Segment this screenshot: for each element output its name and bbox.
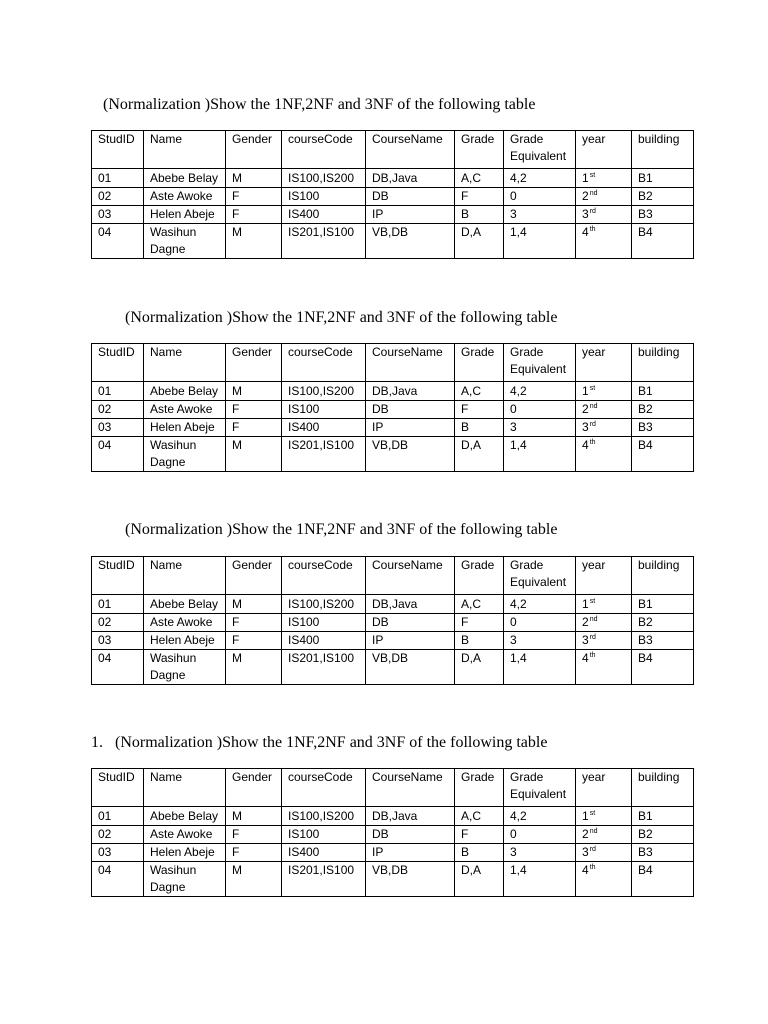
year-ordinal-suffix: rd xyxy=(589,421,596,428)
cell-studid: 03 xyxy=(92,632,144,650)
year-ordinal-suffix: th xyxy=(589,439,596,446)
cell-year xyxy=(576,401,632,419)
column-header: courseCode xyxy=(282,557,366,595)
cell-studid: 01 xyxy=(92,169,144,188)
cell-course-code: IS201,IS100 xyxy=(282,224,366,259)
cell-grade: B xyxy=(455,632,504,650)
cell-year xyxy=(576,844,632,862)
cell-studid: 04 xyxy=(92,650,144,685)
column-header: courseCode xyxy=(282,344,366,382)
cell-studid: 02 xyxy=(92,401,144,419)
cell-studid: 03 xyxy=(92,844,144,862)
cell-course-name: DB,Java xyxy=(366,595,455,614)
column-header: Gender xyxy=(226,131,282,169)
cell-name: Aste Awoke xyxy=(144,401,226,419)
cell-building: B3 xyxy=(632,206,694,224)
cell-year xyxy=(576,614,632,632)
column-header: year xyxy=(576,344,632,382)
year-ordinal-suffix: nd xyxy=(589,828,598,835)
year-number: 2 xyxy=(582,615,589,629)
column-header: building xyxy=(632,344,694,382)
cell-course-code: IS100,IS200 xyxy=(282,169,366,188)
cell-grade-equivalent: 4,2 xyxy=(504,595,576,614)
cell-year xyxy=(576,169,632,188)
year-number: 4 xyxy=(582,225,589,239)
year-number: 2 xyxy=(582,402,589,416)
header-row xyxy=(92,557,694,595)
column-header: CourseName xyxy=(366,557,455,595)
column-header: year xyxy=(576,557,632,595)
section-number: 1. xyxy=(91,734,103,751)
cell-studid: 03 xyxy=(92,206,144,224)
column-header: StudID xyxy=(92,344,144,382)
column-header: building xyxy=(632,557,694,595)
header-row xyxy=(92,769,694,807)
cell-course-name: VB,DB xyxy=(366,437,455,472)
cell-gender: M xyxy=(226,382,282,401)
cell-course-code: IS100,IS200 xyxy=(282,807,366,826)
cell-course-name: VB,DB xyxy=(366,224,455,259)
cell-course-code: IS100 xyxy=(282,826,366,844)
column-header: Grade xyxy=(455,344,504,382)
table-row xyxy=(92,169,694,188)
year-number: 1 xyxy=(582,171,589,185)
cell-name: Abebe Belay xyxy=(144,169,226,188)
cell-grade: F xyxy=(455,401,504,419)
cell-year xyxy=(576,188,632,206)
cell-course-name: IP xyxy=(366,844,455,862)
cell-grade-equivalent: 0 xyxy=(504,826,576,844)
cell-name: Wasihun Dagne xyxy=(144,437,226,472)
cell-grade: A,C xyxy=(455,169,504,188)
cell-studid: 01 xyxy=(92,382,144,401)
cell-course-code: IS201,IS100 xyxy=(282,862,366,897)
cell-course-name: DB xyxy=(366,188,455,206)
cell-studid: 03 xyxy=(92,419,144,437)
cell-gender: F xyxy=(226,826,282,844)
year-number: 3 xyxy=(582,845,589,859)
column-header: Grade Equivalent xyxy=(504,557,576,595)
cell-grade-equivalent: 4,2 xyxy=(504,382,576,401)
cell-name: Aste Awoke xyxy=(144,188,226,206)
cell-course-code: IS400 xyxy=(282,844,366,862)
cell-grade-equivalent: 3 xyxy=(504,632,576,650)
cell-year xyxy=(576,807,632,826)
year-number: 3 xyxy=(582,633,589,647)
cell-grade: B xyxy=(455,206,504,224)
cell-grade-equivalent: 1,4 xyxy=(504,437,576,472)
column-header: courseCode xyxy=(282,769,366,807)
cell-gender: M xyxy=(226,437,282,472)
cell-grade-equivalent: 1,4 xyxy=(504,650,576,685)
cell-year xyxy=(576,419,632,437)
year-ordinal-suffix: st xyxy=(589,598,596,605)
year-number: 3 xyxy=(582,207,589,221)
year-number: 1 xyxy=(582,597,589,611)
cell-gender: F xyxy=(226,188,282,206)
column-header: StudID xyxy=(92,769,144,807)
table-row xyxy=(92,650,694,685)
year-ordinal-suffix: st xyxy=(589,385,596,392)
column-header: Grade xyxy=(455,769,504,807)
cell-course-name: DB,Java xyxy=(366,382,455,401)
cell-course-name: DB xyxy=(366,614,455,632)
table-row xyxy=(92,437,694,472)
cell-year xyxy=(576,224,632,259)
cell-course-name: DB,Java xyxy=(366,169,455,188)
cell-gender: F xyxy=(226,401,282,419)
cell-course-name: IP xyxy=(366,206,455,224)
section-title: (Normalization )Show the 1NF,2NF and 3NF of the following table xyxy=(125,521,558,538)
cell-grade: B xyxy=(455,419,504,437)
cell-gender: M xyxy=(226,650,282,685)
section-title: (Normalization )Show the 1NF,2NF and 3NF of the following table xyxy=(103,96,536,113)
normalization-table xyxy=(91,556,694,685)
year-ordinal-suffix: th xyxy=(589,652,596,659)
cell-gender: F xyxy=(226,419,282,437)
cell-course-code: IS400 xyxy=(282,632,366,650)
table-row xyxy=(92,826,694,844)
cell-gender: M xyxy=(226,169,282,188)
table-row xyxy=(92,632,694,650)
cell-course-code: IS400 xyxy=(282,206,366,224)
cell-name: Helen Abeje xyxy=(144,844,226,862)
cell-building: B2 xyxy=(632,401,694,419)
cell-name: Wasihun Dagne xyxy=(144,862,226,897)
cell-studid: 04 xyxy=(92,437,144,472)
cell-name: Abebe Belay xyxy=(144,382,226,401)
cell-grade: F xyxy=(455,188,504,206)
cell-building: B4 xyxy=(632,862,694,897)
year-ordinal-suffix: nd xyxy=(589,190,598,197)
column-header: Name xyxy=(144,769,226,807)
cell-gender: F xyxy=(226,632,282,650)
cell-year xyxy=(576,382,632,401)
cell-gender: M xyxy=(226,595,282,614)
cell-course-code: IS100 xyxy=(282,614,366,632)
table-row xyxy=(92,224,694,259)
year-ordinal-suffix: nd xyxy=(589,403,598,410)
cell-course-code: IS100,IS200 xyxy=(282,382,366,401)
cell-course-code: IS201,IS100 xyxy=(282,650,366,685)
column-header: CourseName xyxy=(366,131,455,169)
cell-course-name: IP xyxy=(366,632,455,650)
year-ordinal-suffix: st xyxy=(589,172,596,179)
table-row xyxy=(92,419,694,437)
cell-name: Abebe Belay xyxy=(144,595,226,614)
year-number: 2 xyxy=(582,827,589,841)
cell-course-name: VB,DB xyxy=(366,650,455,685)
section-heading xyxy=(113,520,557,540)
cell-name: Wasihun Dagne xyxy=(144,224,226,259)
year-number: 4 xyxy=(582,438,589,452)
cell-year xyxy=(576,632,632,650)
cell-studid: 02 xyxy=(92,826,144,844)
cell-building: B1 xyxy=(632,595,694,614)
column-header: Name xyxy=(144,344,226,382)
cell-grade-equivalent: 4,2 xyxy=(504,807,576,826)
header-row xyxy=(92,131,694,169)
cell-grade: F xyxy=(455,826,504,844)
cell-studid: 04 xyxy=(92,224,144,259)
cell-grade: A,C xyxy=(455,595,504,614)
cell-course-name: DB xyxy=(366,401,455,419)
cell-course-name: VB,DB xyxy=(366,862,455,897)
cell-grade: D,A xyxy=(455,437,504,472)
cell-grade-equivalent: 3 xyxy=(504,206,576,224)
column-header: Name xyxy=(144,131,226,169)
cell-studid: 01 xyxy=(92,807,144,826)
cell-year xyxy=(576,206,632,224)
cell-building: B3 xyxy=(632,844,694,862)
column-header: year xyxy=(576,131,632,169)
column-header: Grade Equivalent xyxy=(504,131,576,169)
cell-grade: D,A xyxy=(455,650,504,685)
column-header: CourseName xyxy=(366,769,455,807)
column-header: building xyxy=(632,769,694,807)
cell-name: Wasihun Dagne xyxy=(144,650,226,685)
cell-course-code: IS400 xyxy=(282,419,366,437)
cell-grade-equivalent: 3 xyxy=(504,844,576,862)
column-header: CourseName xyxy=(366,344,455,382)
cell-course-code: IS100 xyxy=(282,188,366,206)
cell-grade-equivalent: 0 xyxy=(504,614,576,632)
year-number: 4 xyxy=(582,863,589,877)
cell-grade: A,C xyxy=(455,382,504,401)
cell-grade-equivalent: 4,2 xyxy=(504,169,576,188)
cell-course-code: IS201,IS100 xyxy=(282,437,366,472)
cell-building: B1 xyxy=(632,169,694,188)
cell-gender: F xyxy=(226,614,282,632)
normalization-table xyxy=(91,343,694,472)
cell-year xyxy=(576,862,632,897)
cell-name: Helen Abeje xyxy=(144,419,226,437)
cell-building: B4 xyxy=(632,650,694,685)
cell-gender: M xyxy=(226,862,282,897)
cell-building: B2 xyxy=(632,614,694,632)
cell-year xyxy=(576,650,632,685)
column-header: Grade Equivalent xyxy=(504,344,576,382)
table-row xyxy=(92,862,694,897)
cell-gender: M xyxy=(226,807,282,826)
cell-gender: M xyxy=(226,224,282,259)
year-ordinal-suffix: nd xyxy=(589,616,598,623)
table-row xyxy=(92,844,694,862)
cell-building: B3 xyxy=(632,632,694,650)
cell-grade: B xyxy=(455,844,504,862)
year-ordinal-suffix: rd xyxy=(589,846,596,853)
cell-building: B2 xyxy=(632,188,694,206)
cell-studid: 04 xyxy=(92,862,144,897)
cell-year xyxy=(576,595,632,614)
cell-course-name: DB xyxy=(366,826,455,844)
normalization-table xyxy=(91,130,694,259)
cell-name: Helen Abeje xyxy=(144,206,226,224)
year-ordinal-suffix: th xyxy=(589,864,596,871)
year-ordinal-suffix: th xyxy=(589,226,596,233)
column-header: courseCode xyxy=(282,131,366,169)
table-row xyxy=(92,807,694,826)
cell-building: B4 xyxy=(632,224,694,259)
cell-course-code: IS100 xyxy=(282,401,366,419)
cell-grade: A,C xyxy=(455,807,504,826)
column-header: Gender xyxy=(226,344,282,382)
table-row xyxy=(92,206,694,224)
column-header: year xyxy=(576,769,632,807)
section-title: (Normalization )Show the 1NF,2NF and 3NF of the following table xyxy=(115,734,548,751)
cell-name: Abebe Belay xyxy=(144,807,226,826)
year-number: 4 xyxy=(582,651,589,665)
year-number: 1 xyxy=(582,809,589,823)
header-row xyxy=(92,344,694,382)
section-title: (Normalization )Show the 1NF,2NF and 3NF of the following table xyxy=(125,309,558,326)
table-row xyxy=(92,188,694,206)
cell-course-name: IP xyxy=(366,419,455,437)
column-header: Grade xyxy=(455,557,504,595)
cell-year xyxy=(576,826,632,844)
year-ordinal-suffix: st xyxy=(589,810,596,817)
cell-name: Aste Awoke xyxy=(144,614,226,632)
table-row xyxy=(92,595,694,614)
cell-grade-equivalent: 0 xyxy=(504,188,576,206)
cell-name: Helen Abeje xyxy=(144,632,226,650)
cell-building: B1 xyxy=(632,382,694,401)
cell-grade-equivalent: 1,4 xyxy=(504,224,576,259)
year-ordinal-suffix: rd xyxy=(589,634,596,641)
cell-name: Aste Awoke xyxy=(144,826,226,844)
section-heading xyxy=(113,308,557,328)
year-number: 3 xyxy=(582,420,589,434)
year-ordinal-suffix: rd xyxy=(589,208,596,215)
cell-year xyxy=(576,437,632,472)
year-number: 1 xyxy=(582,384,589,398)
cell-gender: F xyxy=(226,206,282,224)
cell-building: B4 xyxy=(632,437,694,472)
cell-building: B3 xyxy=(632,419,694,437)
section-heading xyxy=(91,733,547,753)
year-number: 2 xyxy=(582,189,589,203)
cell-studid: 02 xyxy=(92,188,144,206)
cell-building: B2 xyxy=(632,826,694,844)
section-heading xyxy=(91,95,535,115)
cell-grade-equivalent: 3 xyxy=(504,419,576,437)
cell-grade: D,A xyxy=(455,224,504,259)
cell-grade-equivalent: 0 xyxy=(504,401,576,419)
cell-grade: F xyxy=(455,614,504,632)
column-header: StudID xyxy=(92,557,144,595)
cell-course-code: IS100,IS200 xyxy=(282,595,366,614)
column-header: building xyxy=(632,131,694,169)
cell-building: B1 xyxy=(632,807,694,826)
cell-course-name: DB,Java xyxy=(366,807,455,826)
column-header: Grade Equivalent xyxy=(504,769,576,807)
cell-grade: D,A xyxy=(455,862,504,897)
column-header: Gender xyxy=(226,557,282,595)
cell-studid: 01 xyxy=(92,595,144,614)
table-row xyxy=(92,401,694,419)
table-row xyxy=(92,382,694,401)
column-header: Grade xyxy=(455,131,504,169)
table-row xyxy=(92,614,694,632)
normalization-table xyxy=(91,768,694,897)
column-header: StudID xyxy=(92,131,144,169)
column-header: Name xyxy=(144,557,226,595)
cell-studid: 02 xyxy=(92,614,144,632)
column-header: Gender xyxy=(226,769,282,807)
cell-grade-equivalent: 1,4 xyxy=(504,862,576,897)
cell-gender: F xyxy=(226,844,282,862)
